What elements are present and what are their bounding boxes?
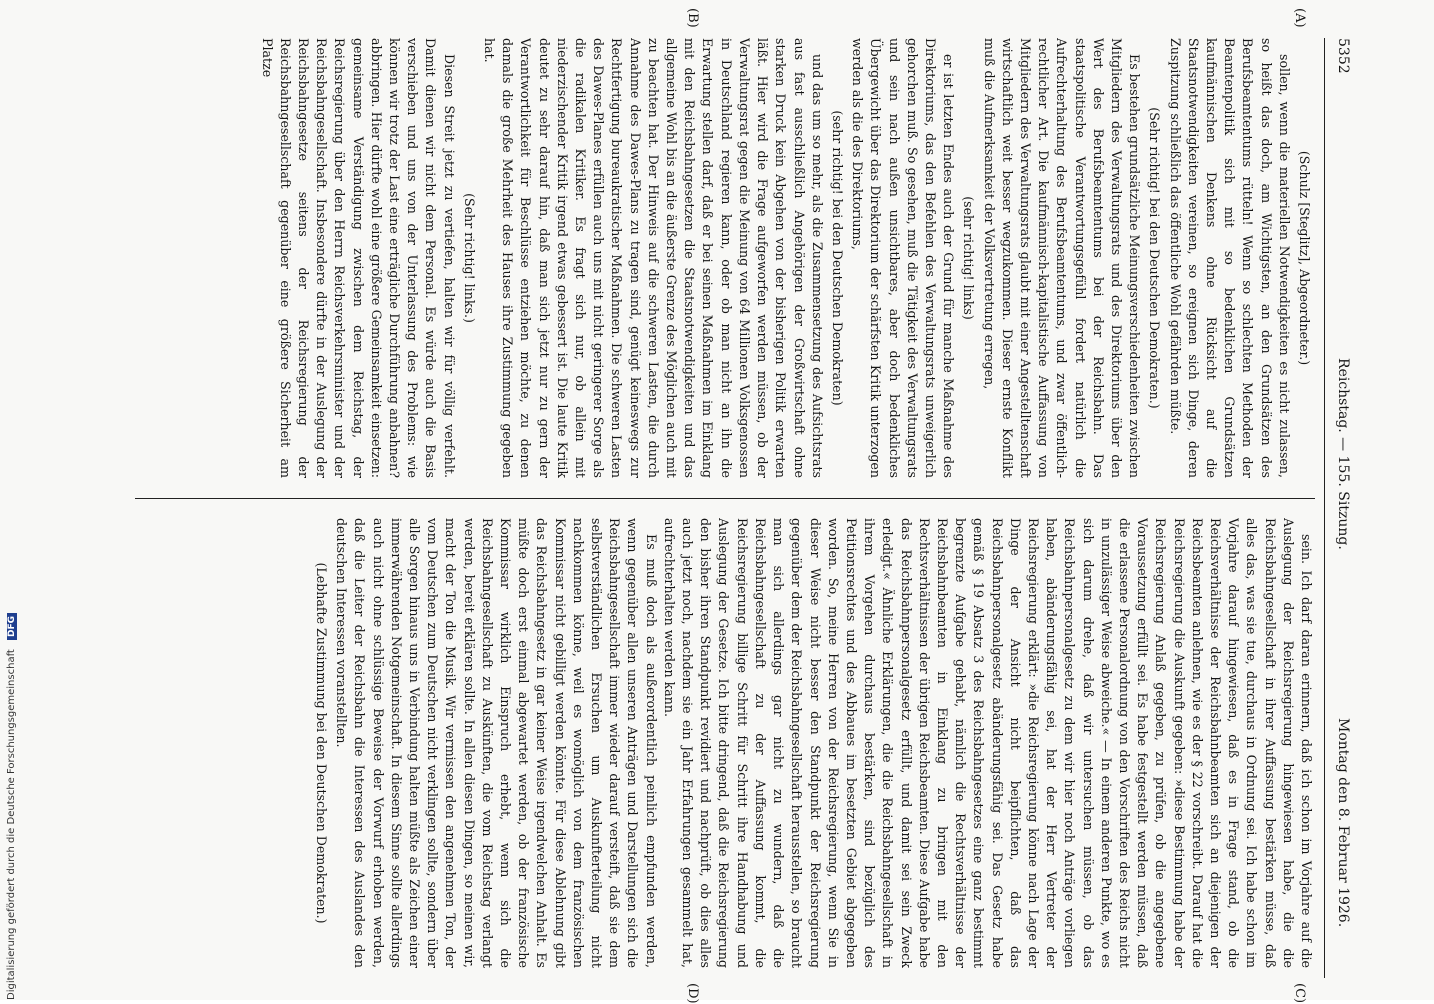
dfg-logo: DFG	[7, 613, 17, 640]
paragraph: sollen, wenn die materiellen Notwendigkeiten es nicht zulassen, so heißt das doch, am Wichtigsten, an den Grundsätzen des Berufsbeamtentums rütteln! Wenn so schlechten Methoden der Beamtenpolitik sich mit so bedenklichen Grundsätzen kaufmännischen Denkens ohne Rücksicht auf die Staatsnotwendigkeiten vereinen, so ereignen sich Dinge, deren Zuspitzung schließlich das öffentliche Wohl gefährden müßte.	[1167, 38, 1292, 478]
page-running-title: Reichstag. — 155. Sitzung.	[1335, 358, 1351, 550]
page-date: Montag den 8. Februar 1926.	[1335, 718, 1351, 928]
speaker-line: (Schulz [Steglitz], Abgeordneter.)	[1297, 150, 1312, 366]
margin-mark-b: (B)	[685, 8, 700, 28]
rotated-page-content	[115, 8, 1355, 1004]
interjection: (Sehr richtig! bei den Deutschen Demokraten.)	[1147, 107, 1163, 409]
margin-mark-d: (D)	[685, 983, 700, 1004]
paragraph: er ist letzten Endes auch der Grund für manche Maßnahme des Direktoriums, das den Befehlen des Verwaltungsrats unweigerlich gehorchen muß. So gesehen, muß die Tätigkeit des Verwaltungsrats und sein nach außen unsichtbares, aber doch bedenkliches Übergewicht über das Direktorium der schärfsten Kritik unterzogen werden als die des Direktoriums,	[850, 38, 957, 478]
text-column-right	[130, 518, 1315, 968]
paragraph: Es bestehen grundsätzliche Meinungsverschiedenheiten zwischen Mitgliedern des Verwaltungsrats und des Direktoriums über den Wert des Berufsbeamtentums bei der Reichsbahn. Das staatspolitische Verantwortungsgefühl fordert natürlich die Aufrechterhaltung des Berufsbeamtentums, und zwar öffentlich-rechtlicher Art. Die kaufmännisch-kapitalistische Auffassung von Mitgliedern des Verwaltungsrats glaubt mit einer Angestelltenschaft wirtschaftlich weit besser wegzukommen. Dieser ernste Konflikt muß die Aufmerksamkeit der Volksvertretung erregen,	[981, 38, 1143, 478]
margin-mark-c: (C)	[1292, 983, 1307, 1004]
credit-text: Digitalisierung gefördert durch die Deutsche Forschungsgemeinschaft	[6, 649, 17, 1000]
interjection: (Lebhafte Zustimmung bei den Deutschen Demokraten.)	[314, 562, 330, 924]
digitization-credit	[6, 5, 22, 1000]
interjection: (Sehr richtig! links.)	[461, 193, 477, 323]
paragraph: sein. Ich darf daran erinnern, daß ich schon im Vorjahre auf die Auslegung der Reichsregierung hingewiesen habe, die die Reichsbahngesellschaft in ihrer Auffassung bestärken müsse, daß alles das, was sie tue, durchaus in Ordnung sei. Ich habe schon im Vorjahre darauf hingewiesen, daß es in Frage stand, ob die Reichsverhältnisse der Reichsbahnbeamten sich an diejenigen der Reichsbeamten anlehnen, wie es der § 22 vorschreibt. Darauf hat die Reichsregierung die Auskunft gegeben: »diese Bestimmung habe der Reichsregierung Anlaß gegeben, zu prüfen, ob die angegebene Voraussetzung erfüllt sei. Es habe festgestellt werden müssen, daß die erlassene Personalordnung von den Vorschriften des Reichs nicht in unzulässiger Weise abweiche.« — In einem anderen Punkte, wo es sich darum drehe, daß wir untersuchen müssen, ob das Reichsbahnpersonalgesetz zu dem wir hier noch Anträge vorliegen haben, abänderungsfähig sei, hat der Herr Vertreter der Reichsregierung erklärt: »die Reichsregierung könne nach Lage der Dinge der Ansicht nicht beipflichten, daß das Reichsbahnpersonalgesetz abänderungsfähig sei. Das Gesetz habe gemäß § 19 Absatz 3 des Reichsbahngesetzes eine ganz bestimmt begrenzte Aufgabe gehabt, nämlich die Rechtsverhältnisse der Reichsbahnbeamten in Einklang zu bringen mit den Rechtsverhältnissen der übrigen Reichsbeamten. Diese Aufgabe habe das Reichsbahnpersonalgesetz erfüllt, und damit sei sein Zweck erledigt.« Ähnliche Erklärungen, die die Reichsbahngesellschaft in ihrem Vorgehen durchaus bestärken, sind bezüglich des Petitionsrechtes und des Abbaues im besetzten Gebiet abgegeben worden. So, meine Herren von der Reichsregierung, wenn Sie in dieser Weise nicht besser den Standpunkt der Reichsregierung gegenüber dem der Reichsbahngesellschaft herausstellen, so braucht man sich allerdings gar nicht zu wundern, daß die Reichsbahngesellschaft zu der Auffassung kommt, die Reichsregierung billige Schritt für Schritt ihre Handhabung und Auslegung der Gesetze. Ich bitte dringend, daß die Reichsregierung den bisher ihren Standpunkt revidiert und nachprüft, ob dies alles auch jetzt noch, nachdem sie ein Jahr Erfahrungen gesammelt hat, aufrechterhalten werden kann.	[661, 518, 1314, 968]
text-column-left	[130, 38, 1315, 478]
paragraph: Es muß doch als außerordentlich peinlich empfunden werden, wenn gegenüber allen unseren Anträgen und Darstellungen sich die Reichsbahngesellschaft immer wieder darauf versteift, daß sie dem selbstverständlichen Ersuchen um Auskunfterteilung nicht nachkommen könne, weil es womöglich von dem französischen Kommissar nicht gebilligt werden könnte. Für diese Ablehnung gibt das Reichsbahngesetz in gar keiner Weise irgendwelchen Anhalt. Es müßte doch erst einmal abgewartet werden, ob der französische Kommissar wirklich Einspruch erhebt, wenn sich die Reichsbahngesellschaft zu Auskünften, die vom Reichstag verlangt werden, bereit erklären sollte. In allen diesen Dingen, so meinen wir, macht der Ton die Musik. Wir vermissen den angenehmen Ton, der vom Deutschen zum Deutschen nicht verklingen sollte, sondern über alle Sorgen hinaus uns in Verbindung halten müßte als Zeichen einer immerwährenden Notgemeinschaft. In diesem Sinne sollte allerdings auch nicht ohne schlüssige Beweise der Vorwurf erhoben werden, daß die Leiter der Reichsbahn die Interessen des Auslandes den deutschen Interessen voranstellten.	[334, 518, 659, 968]
page-header	[1327, 38, 1355, 978]
paragraph: und das um so mehr, als die Zusammensetzung des Aufsichtsrats aus fast ausschließlich Angehörigen der Großwirtschaft ohne starken Druck kein Abgehen von der bisherigen Politik erwarten läßt. Hier wird die Frage aufgeworfen werden müssen, ob der Verwaltungsrat gegen die Meinung von 64 Millionen Volksgenossen in Deutschland regieren kann, oder ob man nicht an ihn die Erwartung stellen darf, daß er bei seinen Maßnahmen im Einklang mit den Reichsbahngesetzen die Staatsnotwendigkeiten und das allgemeine Wohl bis an die äußerste Grenze des Möglichen auch mit zu beachten hat. Der Hinweis auf die schweren Lasten, die durch Annahme des Dawes-Plans zu tragen sind, genügt keineswegs zur Rechtfertigung bureaukratischer Maßnahmen. Die schweren Lasten des Dawes-Planes erfüllen auch uns mit nicht geringerer Sorge als die radikalen Kritiker. Es fragt sich nur, ob allein mit niederzischender Kritik irgend etwas gebessert ist. Die laute Kritik deutet zu sehr darauf hin, daß man sich jetzt nur zu gern der Verantwortlichkeit für Beschlüsse entziehen möchte, zu denen damals die große Mehrheit des Hauses ihre Zustimmung gegeben hat.	[482, 38, 825, 478]
column-separator	[135, 498, 1315, 499]
paragraph: Diesen Streit jetzt zu vertiefen, halten wir für völlig verfehlt. Damit dienen wir nicht dem Personal. Es würde auch die Basis verschieben und uns von der Unterlassung des Problems: wie können wir trotz der Last eine erträgliche Durchführung anbahnen? abbringen. Hier dürfte wohl eine größere Gemeinsamkeit einsetzen: gemeinsame Verständigung zwischen dem Reichstag, der Reichsregierung über den Herrn Reichsverkehrsminister und der Reichsbahngesellschaft. Insbesondere dürfte in der Auslegung der Reichsbahngesetze seitens der Reichsregierung der Reichsbahngesellschaft gegenüber eine größere Sicherheit am Platze	[259, 38, 457, 478]
margin-mark-a: (A)	[1292, 8, 1307, 28]
header-rule	[1324, 38, 1325, 978]
interjection: (sehr richtig! links)	[961, 196, 977, 320]
page-number: 5352	[1335, 38, 1351, 74]
interjection: (sehr richtig! bei den Deutschen Demokraten)	[829, 110, 845, 406]
